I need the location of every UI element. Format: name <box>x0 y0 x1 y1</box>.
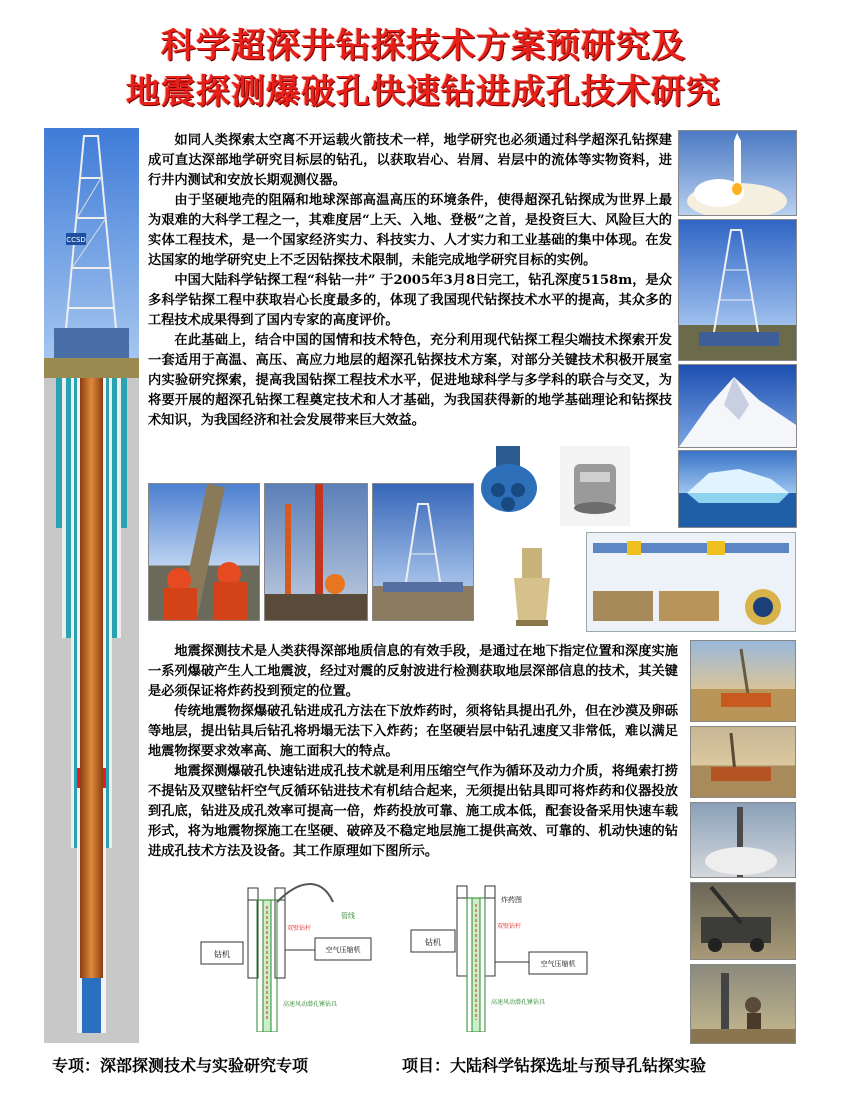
crew-rig-photo <box>690 964 796 1044</box>
rig-site-photo <box>372 483 474 621</box>
diagram-left-pipe-label: 管线 <box>341 912 355 920</box>
diagram-right-compressor-label: 空气压缩机 <box>540 960 576 968</box>
rig-sign: CCSD <box>66 236 86 244</box>
diagram-left-drill-label: 钻机 <box>214 950 230 959</box>
page-subtitle: 地震探测爆破孔快速钻进成孔技术研究 <box>126 72 721 112</box>
intro-text <box>148 131 672 431</box>
working-principle-diagram-right <box>405 880 605 1032</box>
intro-paragraph: 如同人类探索太空离不开运载火箭技术一样，地学研究也必须通过科学超深孔钻探建成可直达深部地学研究目标层的钻孔，以获取岩心、岩屑、岩层中的流体等实物资料，进行井内测试和安放长期观测仪器。 <box>148 133 672 188</box>
drilling-dust-photo <box>690 802 796 878</box>
diagram-right-explosive-label: 炸药图 <box>501 896 522 904</box>
intro-paragraph: 中国大陆科学钻探工程“科钻一井” 于2005年3月8日完工，钻孔深度5158m，是众多科学钻探工程中获取岩心长度最多的，体现了我国现代钻探技术水平的提高，其众多的工程技术成果得到了国内专家的高度评价。 <box>148 273 672 328</box>
seismic-paragraph: 地震探测技术是人类获得深部地质信息的有效手段，是通过在地下指定位置和深度实施一系列爆破产生人工地震波，经过对震的反射波进行检测获取地层深部信息的技术，其关键是必须保证将炸药投到预定的位置。 <box>148 644 678 699</box>
iceberg-photo <box>678 450 797 528</box>
working-principle-diagram-left <box>193 880 393 1032</box>
seismic-paragraph: 传统地震物探爆破孔钻进成孔方法在下放炸药时，须将钻具提出孔外，但在沙漠及卵砾等地层，提出钻具后钻孔将坍塌无法下入炸药；在坚硬岩层中钻孔速度又非常低，难以满足地震物探要求效率高、施工面积大的特点。 <box>148 704 678 759</box>
truck-rig-photo <box>690 882 796 960</box>
seismic-paragraph: 地震探测爆破孔快速钻进成孔技术就是利用压缩空气作为循环及动力介质，将绳索打捞不提钻及双壁钻杆空气反循环钻进技术有机结合起来，无须提出钻具即可将炸药和仪器投放到孔底，钻进及成孔效率可提高一倍，炸药投放可靠、施工成本低，配套设备采用快速车载形式，将为地震物探施工在坚硬、破碎及不稳定地层施工提供高效、可靠的、机动快速的钻进成孔技术方法及设备。其工作原理如下图所示。 <box>148 764 678 859</box>
shuttle-launch-photo <box>678 130 797 216</box>
rig-floor-photo <box>264 483 368 621</box>
drilling-rig-photo <box>678 219 797 361</box>
tricone-bit-photo <box>478 446 540 526</box>
tool-schematic-panel <box>586 532 796 632</box>
seismic-text <box>148 642 678 862</box>
desert-rig-photo-1 <box>690 640 796 722</box>
footer-project-label: 专项： <box>52 1056 101 1075</box>
footer-project-value: 深部探测技术与实验研究专项 <box>100 1056 309 1075</box>
mountain-peak-photo <box>678 364 797 448</box>
diagram-right-rod-label: 双壁钻杆 <box>497 923 522 930</box>
diagram-left-rod-label: 双壁钻杆 <box>287 925 312 932</box>
desert-rig-photo-2 <box>690 726 796 798</box>
footer-subject <box>402 1053 706 1076</box>
borehole-illustration <box>44 128 139 1043</box>
intro-paragraph: 由于坚硬地壳的阻隔和地球深部高温高压的环境条件，使得超深孔钻探成为世界上最为艰难的大科学工程之一，其难度居“上天、入地、登极”之首，是投资巨大、风险巨大的实体工程技术，是一个国家经济实力、科技实力、人才实力和工业基础的集中体现。在发达国家的地学研究史上不乏因钻探技术限制，未能完成地学研究目标的实例。 <box>148 193 672 268</box>
intro-paragraph: 在此基础上，结合中国的国情和技术特色，充分利用现代钻探工程尖端技术探索开发一套适用于高温、高压、高应力地层的超深孔钻探技术方案，对部分关键技术积极开展室内实验研究探索，提高我国钻探工程技术水平，促进地球科学与多学科的联合与交叉，为将要开展的超深孔钻探工程奠定技术和人才基础，为我国获得新的地学基础理论和钻探技术知识，为我国经济和社会发展带来巨大效益。 <box>148 333 672 428</box>
hammer-bit-photo <box>560 446 630 526</box>
footer-subject-value: 大陆科学钻探选址与预导孔钻探实验 <box>450 1056 707 1075</box>
diagram-left-compressor-label: 空气压缩机 <box>325 946 361 954</box>
diagram-right-hammer-label: 高速风动潜孔锤钻具 <box>491 999 546 1006</box>
pdc-bit-photo <box>506 548 558 628</box>
diagram-right-drill-label: 钻机 <box>425 938 441 947</box>
footer-project <box>52 1053 308 1076</box>
diagram-left-hammer-label: 高速风动潜孔锤钻具 <box>283 1001 338 1008</box>
workers-pipe-photo <box>148 483 260 621</box>
page-title: 科学超深井钻探技术方案预研究及 <box>161 26 686 66</box>
footer-subject-label: 项目： <box>402 1056 451 1075</box>
